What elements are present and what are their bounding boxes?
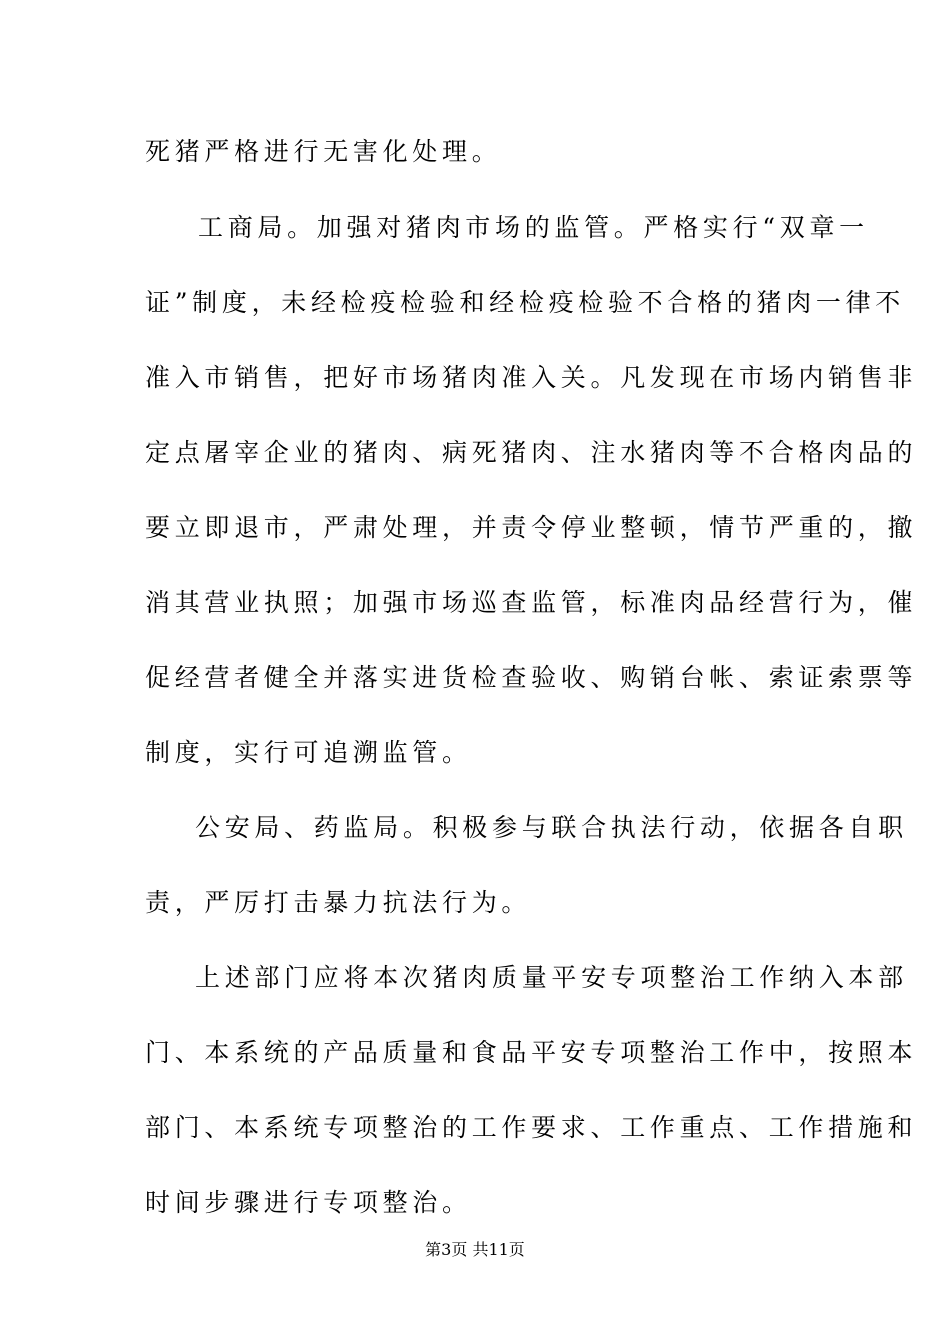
page-footer: 第3页 共11页 xyxy=(425,1240,525,1259)
paragraph-line: 上述部门应将本次猪肉质量平安专项整治工作纳入本部 xyxy=(195,963,908,992)
paragraph-line: 工商局。加强对猪肉市场的监管。严格实行“双章一 xyxy=(198,213,869,242)
paragraph-line: 门、本系统的产品质量和食品平安专项整治工作中，按照本 xyxy=(145,1038,918,1067)
paragraph-line: 死猪严格进行无害化处理。 xyxy=(145,137,502,166)
paragraph-line: 制度，实行可追溯监管。 xyxy=(145,738,472,767)
paragraph-line: 准入市销售，把好市场猪肉准入关。凡发现在市场内销售非 xyxy=(145,363,918,392)
paragraph-line: 证”制度，未经检疫检验和经检疫检验不合格的猪肉一律不 xyxy=(145,288,905,317)
paragraph-line: 部门、本系统专项整治的工作要求、工作重点、工作措施和 xyxy=(145,1113,918,1142)
paragraph-line: 责，严厉打击暴力抗法行为。 xyxy=(145,888,532,917)
paragraph-line: 促经营者健全并落实进货检查验收、购销台帐、索证索票等 xyxy=(145,663,918,692)
paragraph-line: 公安局、药监局。积极参与联合执法行动，依据各自职 xyxy=(195,813,908,842)
paragraph-line: 时间步骤进行专项整治。 xyxy=(145,1188,472,1217)
paragraph-line: 消其营业执照；加强市场巡查监管，标准肉品经营行为，催 xyxy=(145,588,918,617)
paragraph-line: 定点屠宰企业的猪肉、病死猪肉、注水猪肉等不合格肉品的 xyxy=(145,438,918,467)
paragraph-line: 要立即退市，严肃处理，并责令停业整顿，情节严重的，撤 xyxy=(145,513,918,542)
